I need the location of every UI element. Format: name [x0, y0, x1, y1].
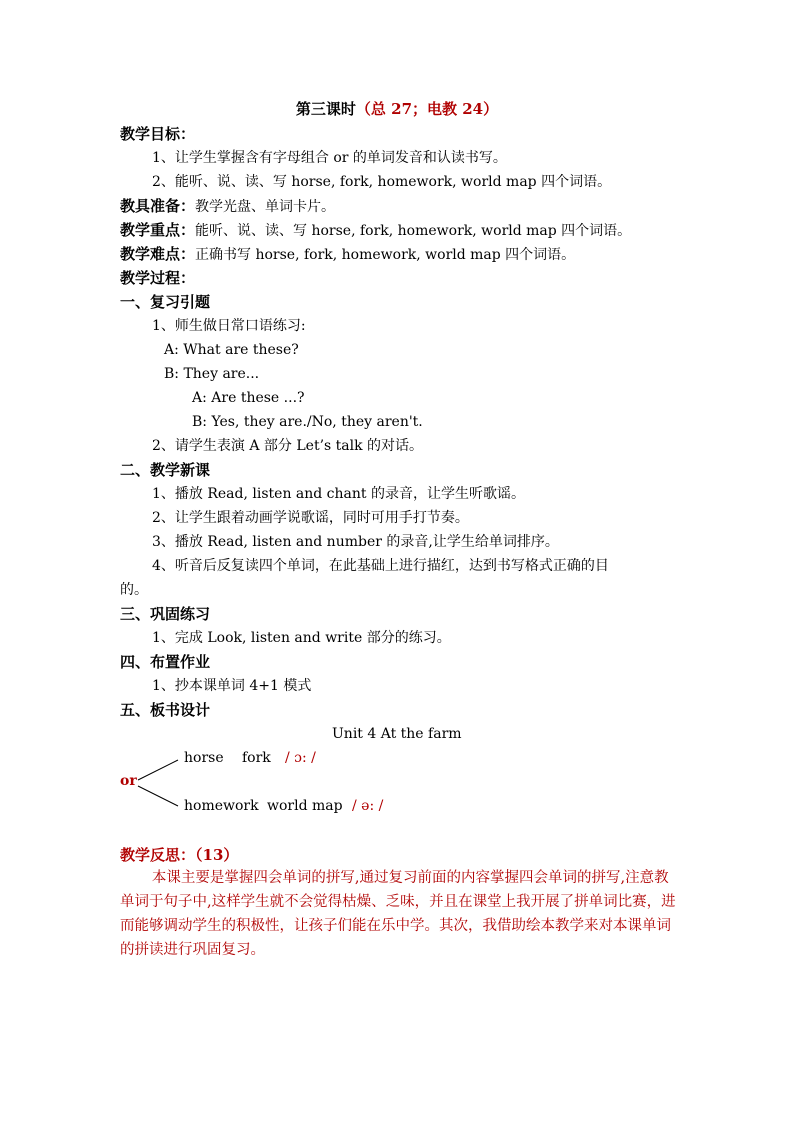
board-branch-lines	[136, 758, 182, 808]
section-item: 2、让学生跟着动画学说歌谣，同时可用手打节奏。	[152, 510, 469, 526]
goal-item: 2、能听、说、读、写 horse, fork, homework, world map 四个词语。	[152, 174, 612, 190]
section-heading: 四、布置作业	[120, 653, 211, 671]
reflection-text: 本课主要是掌握四会单词的拼写,通过复习前面的内容掌握四会单词的拼写,注意教单词于句子中,这样学生就不会觉得枯燥、乏味，并且在课堂上我开展了拼单词比赛，进而能够调动学生的积极性，让孩子们能在乐中学。其次，我借助绘本教学来对本课单词的拼读进行巩固复习。	[120, 870, 676, 958]
section-heading: 五、板书设计	[120, 701, 211, 719]
key-points-text: 能听、说、读、写 horse, fork, homework, world map 四个词语。	[195, 223, 632, 239]
section-item: 3、播放 Read, listen and number 的录音,让学生给单词排序。	[152, 534, 559, 550]
board-word: homework	[184, 798, 259, 814]
section-item: 1、完成 Look, listen and write 部分的练习。	[152, 630, 451, 646]
section-item: 1、师生做日常口语练习:	[152, 318, 306, 334]
tools-label: 教具准备：	[120, 197, 196, 215]
tools-text: 教学光盘、单词卡片。	[195, 199, 336, 215]
dialogue-line: A: What are these?	[164, 342, 299, 358]
title-count: （总 27；电教 24）	[355, 100, 499, 118]
goals-heading: 教学目标：	[120, 125, 196, 143]
key-points-line	[120, 220, 631, 241]
reflection-heading: 教学反思：（13）	[120, 846, 239, 864]
section-heading: 一、复习引题	[120, 293, 211, 311]
section-item: 1、抄本课单词 4+1 模式	[152, 678, 312, 694]
section-item: 2、请学生表演 A 部分 Let’s talk 的对话。	[152, 438, 424, 454]
difficulties-line	[120, 244, 575, 265]
dialogue-line: B: They are...	[164, 366, 260, 382]
section-item-continuation: 的。	[120, 582, 148, 598]
difficulties-label: 教学难点：	[120, 245, 196, 263]
dialogue-line: B: Yes, they are./No, they aren't.	[192, 414, 423, 430]
difficulties-text: 正确书写 horse, fork, homework, world map 四个词语。	[195, 247, 576, 263]
board-phonetic: / ɔ: /	[285, 750, 316, 766]
lesson-title	[0, 99, 794, 119]
board-word: fork	[242, 750, 271, 766]
goal-item: 1、让学生掌握含有字母组合 or 的单词发音和认读书写。	[152, 150, 507, 166]
key-points-label: 教学重点：	[120, 221, 196, 239]
board-word: horse	[184, 750, 224, 766]
section-heading: 二、教学新课	[120, 461, 211, 479]
board-word: world map	[267, 798, 343, 814]
title-main: 第三课时	[295, 100, 356, 118]
board-unit-title: Unit 4 At the farm	[332, 726, 462, 742]
board-phonetic: / ə: /	[352, 798, 384, 814]
section-item: 4、听音后反复读四个单词，在此基础上进行描红，达到书写格式正确的目	[152, 558, 609, 574]
section-heading: 三、巩固练习	[120, 605, 211, 623]
tools-line	[120, 196, 335, 217]
board-root-letters: or	[120, 773, 137, 789]
process-heading: 教学过程：	[120, 269, 196, 287]
dialogue-line: A: Are these ...?	[192, 390, 305, 406]
section-item: 1、播放 Read, listen and chant 的录音，让学生听歌谣。	[152, 486, 525, 502]
